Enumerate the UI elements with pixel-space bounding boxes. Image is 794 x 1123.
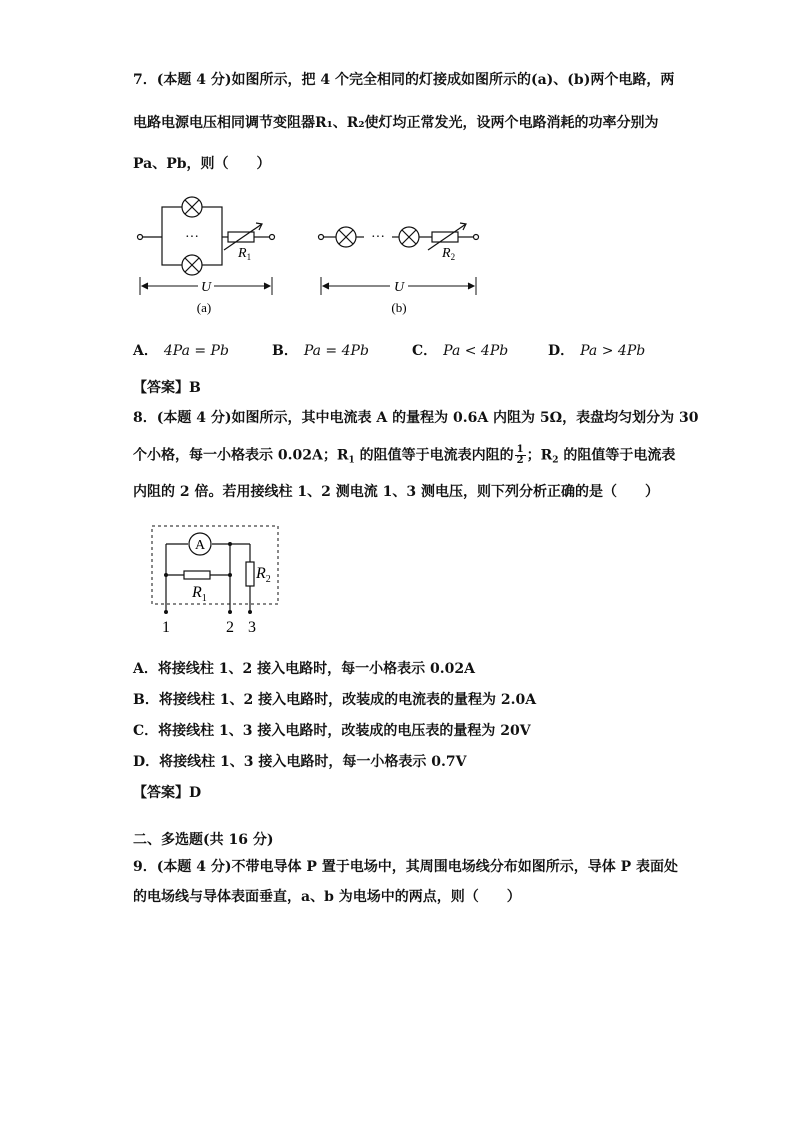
q8-circuit-figure [0, 520, 794, 640]
q8-option-d: D．将接线柱 1、3 接入电路时，每一小格表示 0.7V [133, 754, 467, 770]
q8-r1-label: $R_1$ [192, 584, 207, 604]
bulb-b-2 [399, 227, 419, 247]
q7-option-c: C． Pa < 4Pb [412, 343, 509, 359]
q8-line-1: 8．(本题 4 分)如图所示，其中电流表 A 的量程为 0.6A 内阻为 5Ω，表盘均匀划分为 30 [133, 410, 699, 426]
fig-a-label: (a) [196, 300, 212, 315]
q9-line-2: 的电场线与导体表面垂直，a、b 为电场中的两点，则（ ） [133, 889, 521, 905]
q7-option-b: B． Pa = 4Pb [272, 343, 369, 359]
u-label-a: U [200, 280, 212, 295]
q8-option-b: B．将接线柱 1、2 接入电路时，改装成的电流表的量程为 2.0A [133, 692, 537, 708]
r1-label-a: $R_1$ [238, 246, 252, 262]
q9-line-1: 9．(本题 4 分)不带电导体 P 置于电场中，其周围电场线分布如图所示，导体 P 表面处 [133, 859, 679, 875]
q8-option-c: C．将接线柱 1、3 接入电路时，改装成的电压表的量程为 20V [133, 723, 531, 739]
terminal-2: 2 [226, 619, 234, 636]
q8-line-2: 个小格，每一小格表示 0.02A；$R_1$ 的阻值等于电流表内阻的 $\frac{1}{2}$ ；$R_2$ 的阻值等于电流表 [133, 444, 676, 466]
q8-r2-label: $R_2$ [256, 565, 271, 585]
section-title: 二、多选题(共 16 分) [133, 832, 274, 848]
fig-b-label: (b) [391, 300, 407, 315]
bulb-b-1 [336, 227, 356, 247]
q8-line-3: 内阻的 2 倍。若用接线柱 1、2 测电流 1、3 测电压，则下列分析正确的是（ ） [133, 484, 659, 500]
r2-label-b: $R_2$ [442, 246, 456, 262]
q7-line-3: Pa、Pb，则（ ） [133, 156, 271, 172]
q7-line-1: 7．(本题 4 分)如图所示，把 4 个完全相同的灯接成如图所示的(a)、(b)两个电路，两 [133, 72, 675, 88]
terminal-3: 3 [248, 619, 256, 636]
dots-b: ··· [371, 230, 385, 245]
ammeter-label: A [194, 538, 206, 553]
terminal-1: 1 [162, 619, 170, 636]
q8-option-a: A．将接线柱 1、2 接入电路时，每一小格表示 0.02A [133, 661, 475, 677]
fraction-one-half: $\frac{1}{2}$ [516, 444, 524, 466]
q7-answer: 【答案】B [133, 380, 201, 396]
q7-option-a: A． 4Pa = Pb [133, 343, 229, 359]
q7-line-2: 电路电源电压相同调节变阻器R₁、R₂使灯均正常发光，设两个电路消耗的功率分别为 [133, 115, 659, 131]
circuit-a [138, 207, 275, 265]
bulb-a-top [182, 197, 202, 217]
dots-a: ··· [185, 230, 199, 245]
q7-circuit-figure [0, 195, 794, 315]
u-label-b: U [393, 280, 405, 295]
q8-answer: 【答案】D [133, 785, 202, 801]
q7-option-d: D． Pa > 4Pb [548, 343, 646, 359]
bulb-a-bottom [182, 255, 202, 275]
